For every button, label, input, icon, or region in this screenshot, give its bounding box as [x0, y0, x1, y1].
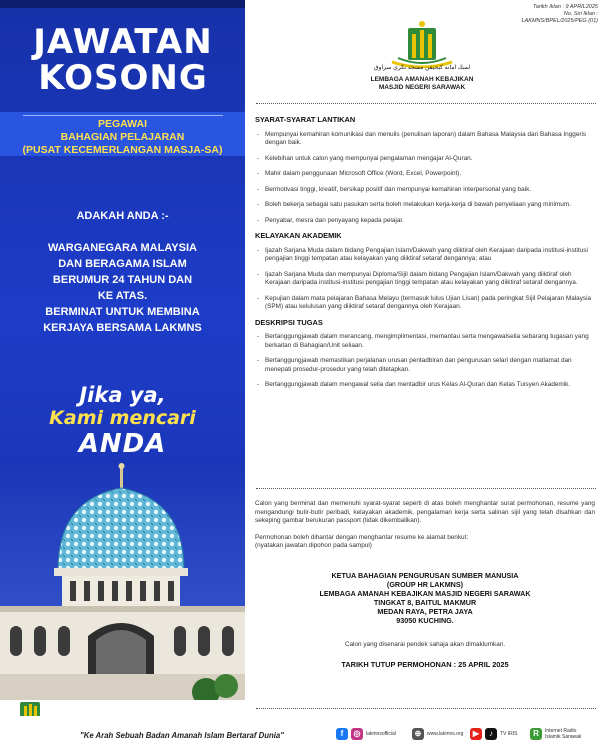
- criteria-line: BERUMUR 24 TAHUN DAN: [52, 274, 193, 286]
- application-info: [255, 492, 595, 670]
- slogan: "Ke Arah Sebuah Badan Amanah Islam Bertaraf Dunia": [80, 731, 284, 740]
- radio-label[interactable]: [545, 728, 581, 740]
- headline-line1: JAWATAN: [33, 22, 213, 62]
- apply-envelope-note: (nyatakan jawatan dipohon pada sampul): [255, 542, 372, 549]
- section-title-kelayakan: KELAYAKAN AKADEMIK: [255, 231, 342, 240]
- list-item: - Ijazah Sarjana Muda dalam bidang Pengajian Islam/Dakwah yang diiktiraf oleh Kerajaan daripada institusi-institusi pengajian tinggi tempatan atau kelayakan yang diiktiraf setaraf dengannya; atau: [255, 247, 595, 264]
- address-line: MEDAN RAYA, PETRA JAYA: [377, 606, 473, 616]
- list-item: - Mahir dalam penggunaan Microsoft Office (Word, Excel, Powerpoint).: [255, 170, 595, 179]
- advert-date: Tarikh Iklan : 9 APRIL2025: [532, 4, 598, 10]
- social-handle[interactable]: lakmnsofficial: [366, 731, 396, 737]
- criteria-block-2: [0, 304, 245, 336]
- instagram-icon[interactable]: ◎: [351, 728, 363, 740]
- address-line: 93050 KUCHING.: [396, 615, 454, 625]
- social-video[interactable]: [470, 728, 518, 740]
- list-item: - Penyabar, mesra dan penyayang kepada pelajar.: [255, 217, 595, 226]
- apply-paragraph: Calon yang berminat dan memenuhi syarat-syarat seperti di atas boleh menghantar surat permohonan, resume yang mengandungi butir-butir peribadi, kelayakan akademik, pengalaman kerja serta salinan sijil yang telah disahkan dan sekeping gambar berukuran passport (tidak dikembalikan).: [255, 500, 595, 524]
- position-line3: (PUSAT KECEMERLANGAN MASJA-SA): [22, 144, 223, 156]
- advert-serial: No. Siri Iklan :: [563, 11, 598, 17]
- radio-label-line1: Internet Radio: [545, 728, 577, 734]
- list-item: - Bertanggungjawab memastikan perjalanan urusan pentadbiran dan pengurusan selari dengan matlamat dan menepati prosedur-prosedur yang telah ditetapkan.: [255, 357, 595, 374]
- address-line: TINGKAT 8, BAITUL MAKMUR: [373, 597, 477, 607]
- list-item: - Kepujian dalam mata pelajaran Bahasa Melayu (termasuk lulus Ujian Lisan) pada peringkat Sijil Pelajaran Malaysia (SPM) atau kelulusan yang diiktiraf setaraf dengannya oleh Kerajaan.: [255, 295, 595, 312]
- mailing-address: [255, 571, 595, 625]
- social-facebook-instagram[interactable]: [336, 728, 396, 740]
- shortlist-note: Calon yang disenarai pendek sahaja akan dimaklumkan.: [344, 640, 506, 648]
- ask-text: ADAKAH ANDA :-: [76, 210, 169, 222]
- social-radio[interactable]: [530, 728, 581, 740]
- top-stripe: [0, 0, 245, 8]
- org-name-line2: MASJID NEGERI SARAWAK: [378, 84, 466, 91]
- position-line2: BAHAGIAN PELAJARAN: [60, 131, 185, 143]
- section-title-deskripsi: DESKRIPSI TUGAS: [255, 317, 323, 327]
- list-item: - Bertanggungjawab dalam mengawal selia dan mentadbir urus Kelas Al-Quran dan Kelas Tuisyen Akademik.: [255, 381, 595, 390]
- left-panel: [0, 0, 245, 700]
- website-link[interactable]: www.lakmns.org: [427, 731, 464, 737]
- kelayakan-list: [255, 247, 595, 312]
- cta-jika: Jika ya,: [79, 383, 166, 407]
- org-name-line1: LEMBAGA AMANAH KEBAJIKAN: [370, 76, 474, 83]
- radio-label-line2: Islamik Sarawak: [545, 734, 582, 740]
- org-name: [340, 76, 504, 92]
- youtube-icon[interactable]: ▶: [470, 728, 482, 740]
- job-details: [255, 116, 595, 397]
- position-line1: PEGAWAI: [97, 118, 147, 130]
- call-to-action: [0, 384, 245, 458]
- dotted-divider-bottom: [256, 708, 596, 709]
- address-line: LEMBAGA AMANAH KEBAJIKAN MASJID NEGERI SARAWAK: [319, 588, 531, 598]
- advert-meta: [522, 4, 598, 25]
- syarat-list: [255, 131, 595, 226]
- dotted-divider-middle: [256, 488, 596, 489]
- closing-date: TARIKH TUTUP PERMOHONAN : 25 APRIL 2025: [341, 660, 509, 669]
- org-logo-icon: [378, 18, 466, 68]
- position-box: [0, 112, 245, 156]
- list-item: - Kelebihan untuk calon yang mempunyai pengalaman mengajar Al-Quran.: [255, 155, 595, 164]
- facebook-icon[interactable]: f: [336, 728, 348, 740]
- cta-kami: Kami mencari: [49, 407, 196, 429]
- list-item: - Ijazah Sarjana Muda dan mempunyai Diploma/Sijil dalam bidang Pengajian Islam/Dakwah yang diiktiraf oleh Kerajaan daripada institusi-institusi pengajian tinggi tempatan atau kelayakan yang diiktiraf setaraf dengannya.: [255, 271, 595, 288]
- org-arabic-name: لمبڬ امانه كبجيقن مسجد نڬري سراوق: [373, 65, 471, 71]
- headline-line2: KOSONG: [38, 58, 208, 98]
- criteria-line: KERJAYA BERSAMA LAKMNS: [43, 322, 202, 334]
- criteria-line: DAN BERAGAMA ISLAM: [58, 258, 187, 270]
- cta-anda: ANDA: [78, 429, 167, 459]
- dotted-divider-top: [256, 103, 596, 104]
- footer: [0, 716, 606, 754]
- address-line: (GROUP HR LAKMNS): [386, 579, 464, 589]
- section-title-syarat: SYARAT-SYARAT LANTIKAN: [255, 115, 356, 124]
- list-item: - Boleh bekerja sebagai satu pasukan serta boleh melakukan kerja-kerja di bawah penyeliaan yang minimum.: [255, 201, 595, 210]
- mosque-illustration: [0, 460, 245, 700]
- headline: [12, 24, 234, 96]
- iris-radio-icon[interactable]: R: [530, 728, 542, 740]
- criteria-line: BERMINAT UNTUK MEMBINA: [45, 306, 200, 318]
- criteria-block-1: [0, 240, 245, 304]
- list-item: - Mempunyai kemahiran komunikasi dan menulis (penulisan laporan) dalam Bahasa Malaysia dan Bahasa Inggeris dengan baik.: [255, 131, 595, 148]
- tv-iris-label[interactable]: TV IRIS: [500, 731, 518, 737]
- list-item: - Bertanggungjawab dalam merancang, mengimplimentasi, memantau serta mengawalselia sebarang tugasan yang berkaitan di Bahagian/Unit seliaan.: [255, 333, 595, 350]
- deskripsi-list: [255, 333, 595, 390]
- criteria-line: KE ATAS.: [97, 290, 148, 302]
- address-line: KETUA BAHAGIAN PENGURUSAN SUMBER MANUSIA: [331, 570, 519, 580]
- social-web[interactable]: [412, 728, 463, 740]
- tiktok-icon[interactable]: ♪: [485, 728, 497, 740]
- list-item: - Bermotivasi tinggi, kreatif, bersikap positif dan mempunyai kemahiran interpersonal yang baik.: [255, 186, 595, 195]
- position-divider-top: [23, 115, 223, 116]
- apply-send-instruction: Permohonan boleh dihantar dengan menghantar resume ke alamat berikut:: [255, 533, 469, 541]
- criteria-line: WARGANEGARA MALAYSIA: [48, 242, 197, 254]
- globe-icon[interactable]: ⊕: [412, 728, 424, 740]
- advert-ref: LAKMNS/BPEL/2025/PEG (01): [521, 18, 598, 24]
